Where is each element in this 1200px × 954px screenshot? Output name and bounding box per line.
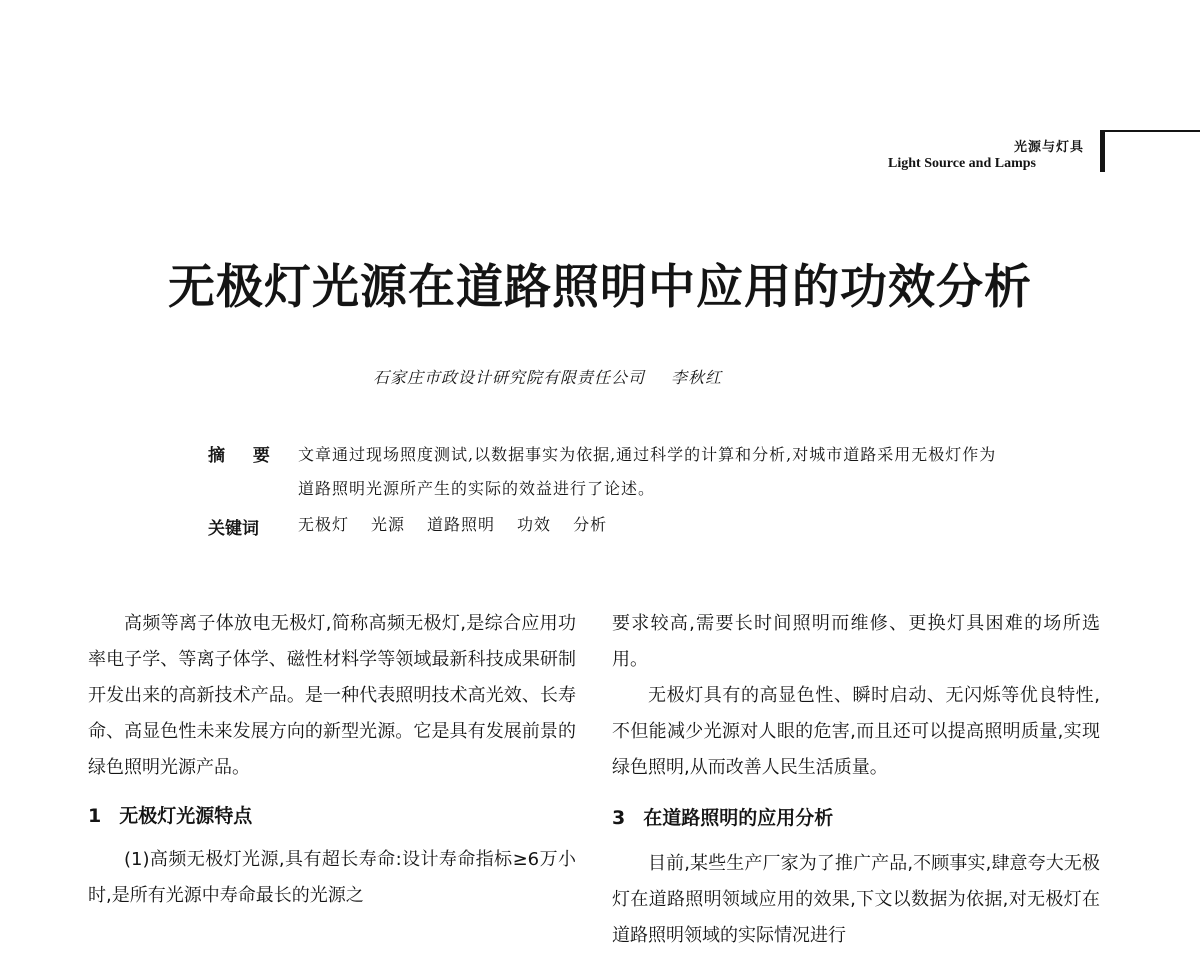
author-line (373, 365, 722, 388)
body-paragraph: 要求较高,需要长时间照明而维修、更换灯具困难的场所选用。 (612, 613, 1100, 670)
header-bar (1100, 130, 1105, 172)
keyword: 无极灯 (298, 515, 350, 534)
keyword: 分析 (573, 515, 608, 534)
running-header-section-cn: 光源与灯具 (1013, 140, 1084, 155)
section-number: 1 (88, 805, 102, 827)
section-title: 在道路照明的应用分析 (643, 807, 834, 829)
section-title: 无极灯光源特点 (119, 805, 253, 827)
keywords-list (298, 512, 629, 535)
section-number: 3 (612, 807, 626, 829)
author-organization: 石家庄市政设计研究院有限责任公司 (373, 368, 646, 387)
keyword: 道路照明 (427, 515, 496, 534)
keyword: 光源 (371, 515, 406, 534)
body-paragraph: (1)高频无极灯光源,具有超长寿命:设计寿命指标≥6万小时,是所有光源中寿命最长的光源之 (88, 849, 576, 906)
paper-title: 无极灯光源在道路照明中应用的功效分析 (168, 260, 1032, 315)
body-column-right (612, 606, 1100, 954)
body-paragraph: 目前,某些生产厂家为了推广产品,不顾事实,肆意夸大无极灯在道路照明领域应用的效果,下文以数据为依据,对无极灯在道路照明领域的实际情况进行 (612, 853, 1100, 946)
section-heading (612, 800, 1100, 836)
keywords-label: 关键词 (208, 519, 259, 539)
body-paragraph: 无极灯具有的高显色性、瞬时启动、无闪烁等优良特性,不但能减少光源对人眼的危害,而且还可以提高照明质量,实现绿色照明,从而改善人民生活质量。 (612, 685, 1100, 778)
section-heading (88, 798, 576, 834)
header-rule (1100, 130, 1200, 132)
intro-paragraph: 高频等离子体放电无极灯,简称高频无极灯,是综合应用功率电子学、等离子体学、磁性材料学等领域最新科技成果研制开发出来的高新技术产品。是一种代表照明技术高光效、长寿命、高显色性未来发展方向的新型光源。它是具有发展前景的绿色照明光源产品。 (88, 613, 576, 778)
body-column-left (88, 606, 576, 914)
keyword: 功效 (517, 515, 552, 534)
author-name: 李秋红 (671, 368, 723, 387)
running-header-section-en: Light Source and Lamps (888, 156, 1036, 171)
abstract-text: 文章通过现场照度测试,以数据事实为依据,通过科学的计算和分析,对城市道路采用无极灯作为道路照明光源所产生的实际的效益进行了论述。 (298, 445, 997, 498)
abstract-label: 摘 要 (208, 446, 281, 466)
